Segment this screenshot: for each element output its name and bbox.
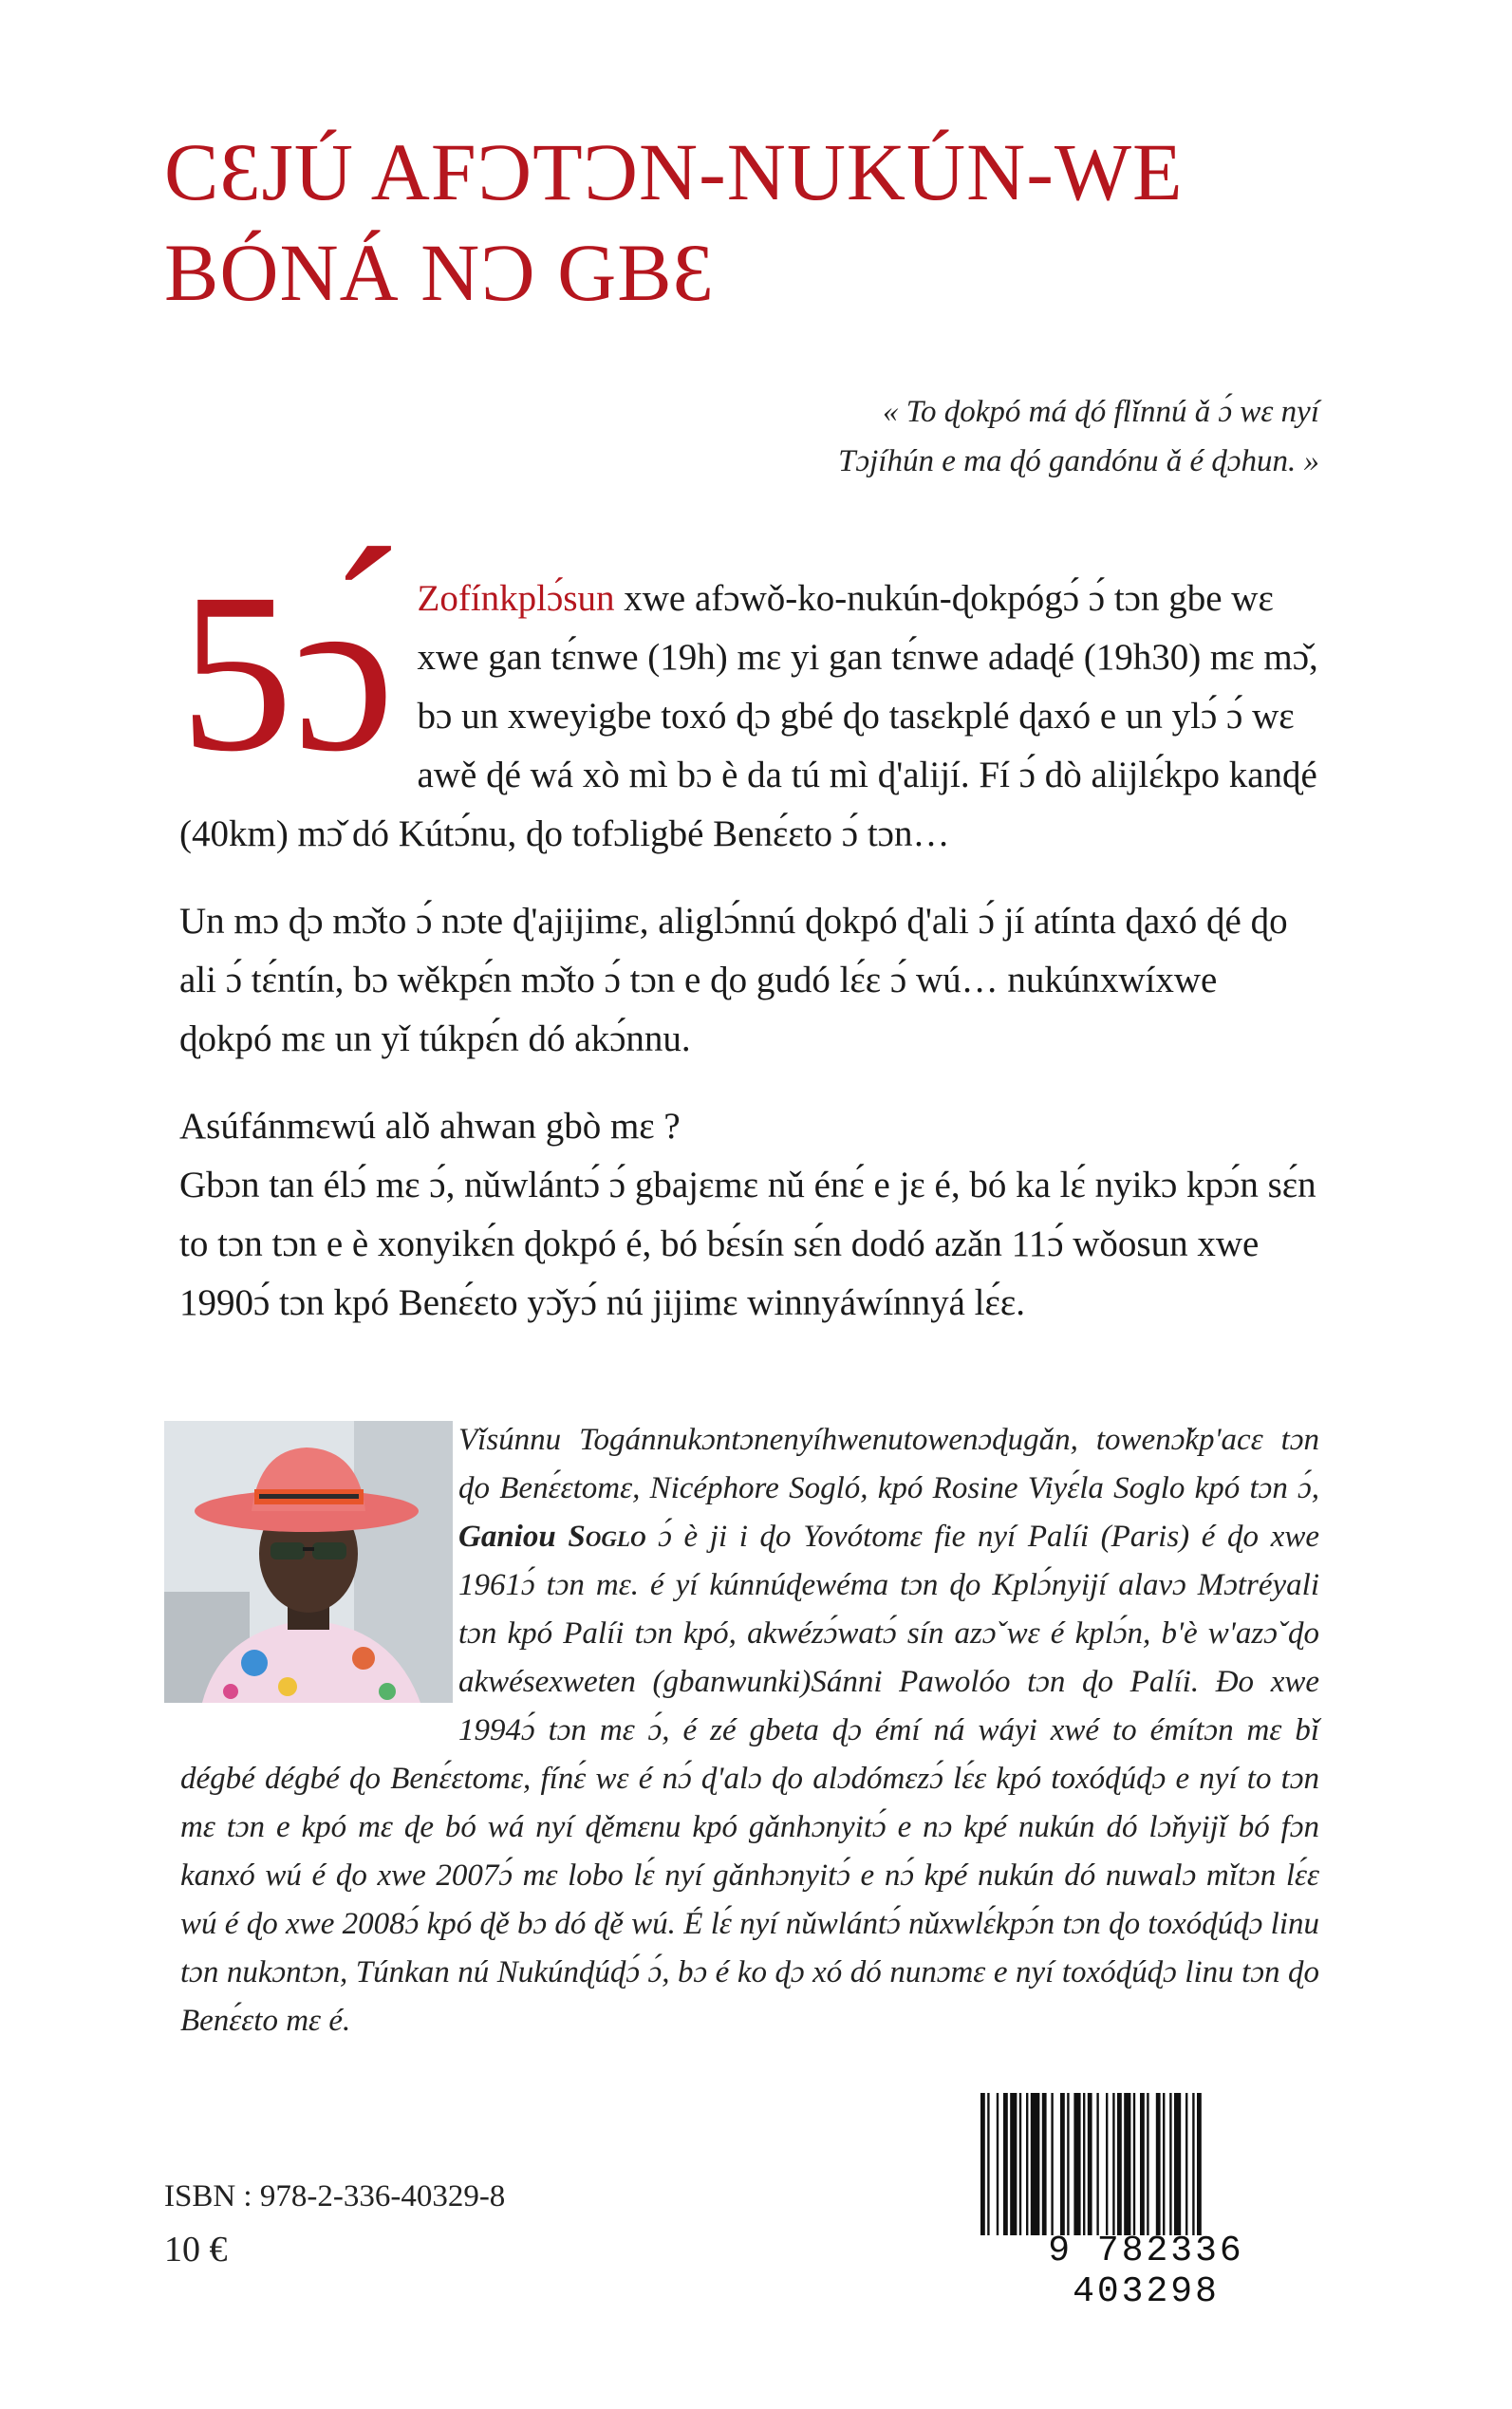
barcode-bar <box>1169 2093 1171 2235</box>
title-line-1: CƐJÚ AFƆTƆN-NUKÚN-WE <box>164 126 1184 217</box>
barcode-bar <box>1051 2093 1053 2235</box>
price-label: 10 € <box>164 2230 228 2269</box>
barcode-bar <box>1174 2093 1181 2235</box>
barcode-bar <box>1096 2093 1098 2235</box>
barcode-bar <box>1042 2093 1047 2235</box>
barcode-bar <box>1083 2093 1085 2235</box>
blurb-text <box>179 546 1318 1361</box>
blurb-paragraph-1-text: xwe afɔwǒ-ko-nukún-ɖokpógɔ́ ɔ́ tɔn gbe wɛ xwe gan tɛ́nwe (19h) mɛ yi gan tɛ́nwe adaɖé (19h30) mɛ mɔ̌, bɔ un xweyigbe toxó ɖɔ gbé ɖo tasɛkplé ɖaxó e un ylɔ́ ɔ́ wɛ awě ɖé wá xò mì bɔ è da tú mì ɖ'alijí. Fí ɔ́ dò alijlɛ́kpo kanɖé (40km) mɔ̌ dó Kútɔ́nu, ɖo tofɔligbé Benɛ́ɛto ɔ́ tɔn… <box>179 578 1318 854</box>
barcode-bar <box>1117 2093 1122 2235</box>
barcode-bar <box>1003 2093 1008 2235</box>
author-name <box>458 1520 646 1554</box>
barcode-digits: 9 782336 403298 <box>1048 2231 1244 2312</box>
book-title <box>164 121 1398 323</box>
author-bio <box>180 1416 1319 2045</box>
barcode-bar <box>1010 2093 1017 2235</box>
barcode-bar <box>1067 2093 1069 2235</box>
drop-cap: 5ɔ́ <box>179 546 395 798</box>
barcode-bar <box>1060 2093 1065 2235</box>
barcode-bar <box>1133 2093 1135 2235</box>
barcode-bar <box>1019 2093 1021 2235</box>
barcode-bar <box>980 2093 985 2235</box>
blurb-paragraph-3: Gbɔn tan élɔ́ mɛ ɔ́, nǔwlántɔ́ ɔ́ gbajɛmɛ nǔ énɛ́ e jɛ é, bó ka lɛ́ nyikɔ kpɔ́n sɛ́n to tɔn tɔn e è xonyikɛ́n ɖokpó é, bó bɛ́sín sɛ́n dodó azǎn 11ɔ́ wǒosun xwe 1990ɔ́ tɔn kpó Benɛ́ɛto yɔ̌yɔ́ nú jijimɛ winnyáwínnyá lɛ́ɛ. <box>179 1165 1316 1323</box>
barcode-bar <box>987 2093 989 2235</box>
barcode-bar <box>1106 2093 1108 2235</box>
barcode-bar <box>1088 2093 1092 2235</box>
barcode-bar <box>1147 2093 1148 2235</box>
blurb-question: Asúfánmɛwú alǒ ahwan gbò mɛ ? <box>179 1106 681 1147</box>
barcode-bar <box>1140 2093 1145 2235</box>
barcode-bar <box>1163 2093 1165 2235</box>
epigraph-quote <box>532 387 1319 486</box>
isbn-label: ISBN : 978-2-336-40329-8 <box>164 2179 506 2213</box>
bio-rest: ɔ́ è ji i ɖo Yovótomɛ fie nyí Palíi (Paris) é ɖo xwe 1961ɔ́ tɔn mɛ. é yí kúnnúɖewéma tɔn ɖo Kplɔ́nyijí alavɔ Mɔtréyali tɔn kpó Palíi tɔn kpó, akwézɔ́watɔ́ sín azɔ̌ wɛ é kplɔ́n, b'è w'azɔ̌ ɖo akwésexweten (gbanwunki)Sánni Pawolóo tɔn ɖo Palíi. Ɖo xwe 1994ɔ́ tɔn mɛ ɔ́, é zé gbeta ɖɔ émí ná wáyi xwé to émítɔn mɛ bǐ dégbé dégbé ɖo Benɛ́ɛtomɛ, fínɛ́ wɛ é nɔ́ ɖ'alɔ ɖo alɔdómɛzɔ́ lɛ́ɛ kpó toxóɖúɖɔ e nyí to tɔn mɛ tɔn e kpó mɛ ɖe bó wá nyí ɖěmɛnu kpó gǎnhɔnyitɔ́ e nɔ kpé nukún dó lɔ̌nyijǐ bó fɔn kanxó wú é ɖo xwe 2007ɔ́ mɛ lobo lɛ́ nyí gǎnhɔnyitɔ́ e nɔ́ kpé nukún dó nuwalɔ mǐtɔn lɛ́ɛ wú é ɖo xwe 2008ɔ́ kpó ɖě bɔ dó ɖě wú. É lɛ́ nyí nǔwlántɔ́ nǔxwlɛ́kpɔ́n tɔn ɖo toxóɖúɖɔ linu tɔn nukɔntɔn, Túnkan nú Nukúnɖúɖɔ́ ɔ́, bɔ é ko ɖɔ xó dó nunɔmɛ e nyí toxóɖúɖɔ linu tɔn ɖo Benɛ́ɛto mɛ é. <box>180 1520 1319 2038</box>
barcode-bar <box>997 2093 999 2235</box>
blurb-first-word: Zofínkplɔ́sun <box>417 578 615 619</box>
epigraph-line-1: « To ɖokpó má ɖó flǐnnú ǎ ɔ́ wɛ nyí <box>882 395 1319 429</box>
epigraph-line-2: Tɔjíhún e ma ɖó gandónu ǎ é ɖɔhun. » <box>838 444 1319 478</box>
barcode-bar <box>1073 2093 1080 2235</box>
barcode-bar <box>1156 2093 1161 2235</box>
bio-intro: Vǐsúnnu Togánnukɔntɔnenyíhwenutowenɔɖugǎn, towenɔ̌kp'acɛ tɔn ɖo Benɛ́ɛtomɛ, Nicéphore Sogló, kpó Rosine Viyɛ́la Soglo kpó tɔn ɔ́, <box>458 1423 1319 1505</box>
barcode-bar <box>1185 2093 1187 2235</box>
barcode-bar <box>1124 2093 1130 2235</box>
blurb-paragraph-2: Un mɔ ɖɔ mɔ̌to ɔ́ nɔte ɖ'ajijimɛ, aliglɔ́nnú ɖokpó ɖ'ali ɔ́ jí atínta ɖaxó ɖé ɖo ali ɔ́ tɛ́ntín, bɔ wěkpɛ́n mɔ̌to ɔ́ tɔn e ɖo gudó lɛ́ɛ ɔ́ wú… nukúnxwíxwe ɖokpó mɛ un yǐ túkpɛ́n dó akɔ́nnu. <box>179 901 1288 1059</box>
barcode-bar <box>1192 2093 1194 2235</box>
author-first-name: Ganiou <box>458 1520 556 1554</box>
title-line-2: BÓNÁ NƆ GBƐ <box>164 227 715 318</box>
barcode-bars <box>973 2093 1319 2235</box>
author-last-name: Soglo <box>568 1520 646 1554</box>
blurb-paragraph-1 <box>179 546 1318 864</box>
barcode-bar <box>1026 2093 1028 2235</box>
barcode-bar <box>1031 2093 1040 2235</box>
barcode-bar <box>1197 2093 1202 2235</box>
photo-spacer <box>164 1416 458 1712</box>
barcode-bar <box>1112 2093 1114 2235</box>
